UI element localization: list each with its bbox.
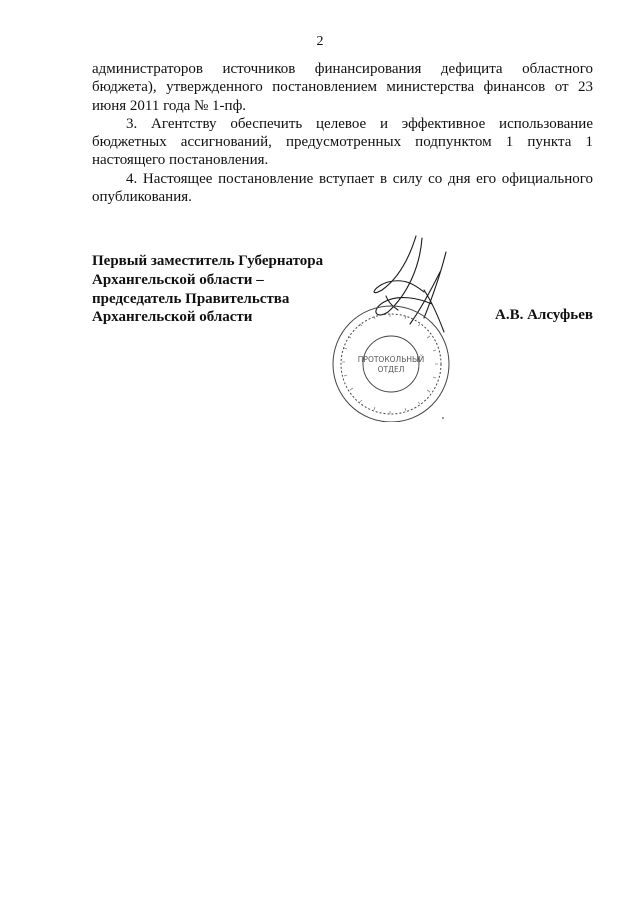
seal-center-line-2: ОТДЕЛ	[377, 365, 405, 374]
handwritten-signature	[374, 236, 446, 332]
signatory-title-line: председатель Правительства	[92, 290, 290, 307]
document-body	[92, 60, 593, 206]
scan-artifact	[442, 417, 444, 419]
paragraph-4: 4. Настоящее постановление вступает в силу со дня его официального опубликования.	[92, 170, 593, 206]
seal-center-line-1: ПРОТОКОЛЬНЫЙ	[357, 355, 425, 364]
signatory-title	[92, 252, 323, 327]
seal-and-signature	[328, 232, 458, 422]
seal-ring-marks	[342, 314, 438, 414]
signatory-title-line: Архангельской области –	[92, 271, 264, 288]
signatory-title-line: Первый заместитель Губернатора	[92, 253, 324, 269]
signatory-name: А.В. Алсуфьев	[495, 307, 593, 323]
seal-text	[358, 355, 424, 374]
paragraph-3: 3. Агентству обеспечить целевое и эффективное использование бюджетных ассигнований, предусмотренных подпунктом 1 пункта 1 настоящего постановления.	[92, 115, 593, 169]
page-number: 2	[316, 34, 324, 49]
signatory-title-line: Архангельской области	[92, 309, 253, 326]
paragraph-continuation: администраторов источников финансирования дефицита областного бюджета), утвержденного постановлением министерства финансов от 23 июня 2011 года № 1-пф.	[92, 61, 593, 114]
seal-stamp	[333, 306, 449, 422]
